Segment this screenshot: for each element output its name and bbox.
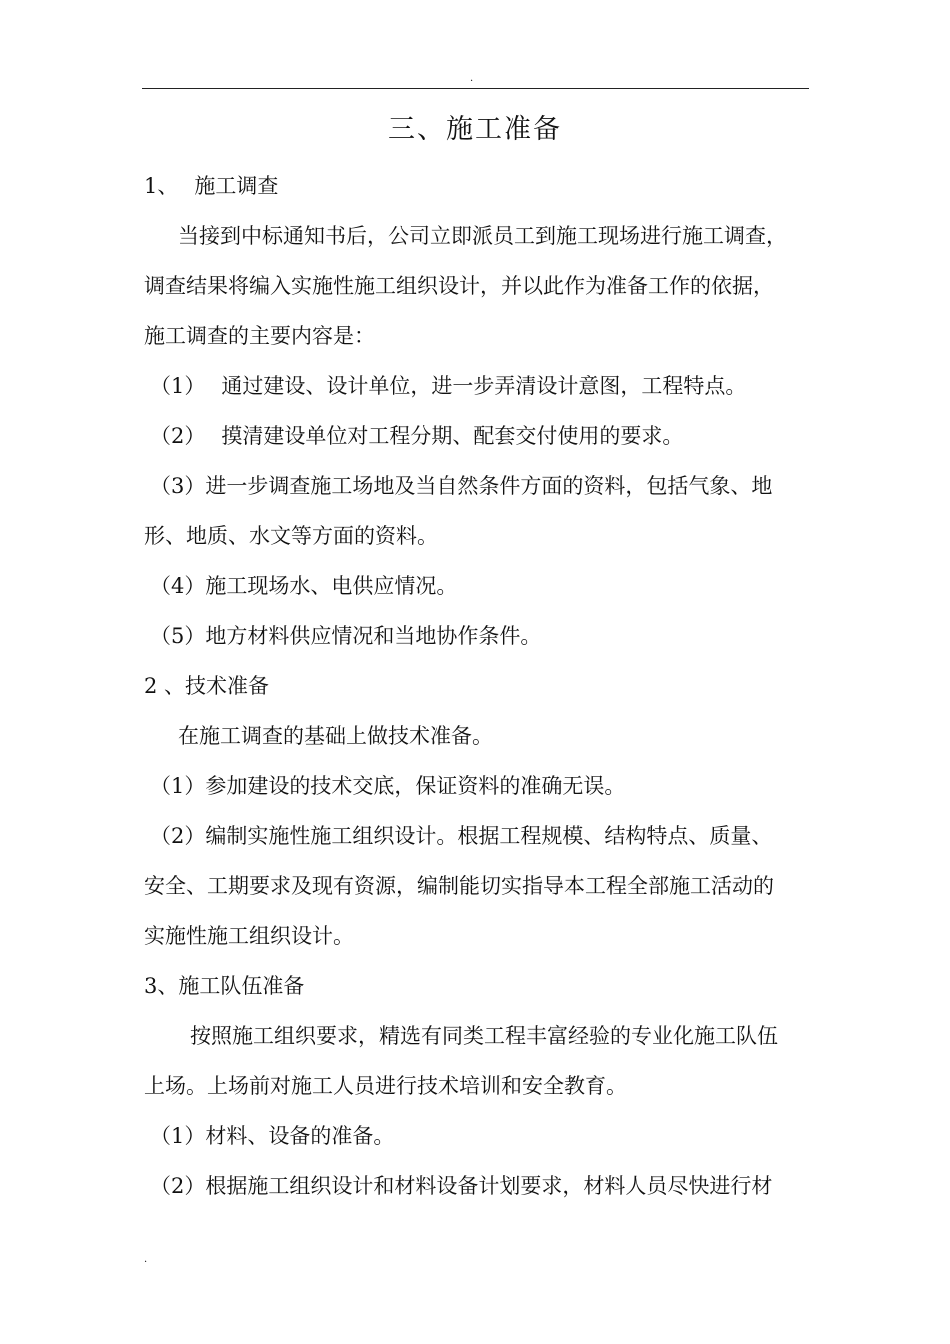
list-item: （5）地方材料供应情况和当地协作条件。 xyxy=(150,624,542,648)
header-mark: . xyxy=(470,73,474,84)
list-item-continuation: 形、地质、水文等方面的资料。 xyxy=(144,524,438,548)
list-item: （2）编制实施性施工组织设计。根据工程规模、结构特点、质量、 xyxy=(150,824,773,848)
list-item: （2） 摸清建设单位对工程分期、配套交付使用的要求。 xyxy=(150,424,684,448)
list-item: （4）施工现场水、电供应情况。 xyxy=(150,574,458,598)
list-item: （1） 通过建设、设计单位，进一步弄清设计意图，工程特点。 xyxy=(150,374,747,398)
list-item: （3）进一步调查施工场地及当自然条件方面的资料，包括气象、地 xyxy=(150,474,773,498)
document-body xyxy=(144,161,810,1211)
paragraph-line: 调查结果将编入实施性施工组织设计，并以此作为准备工作的依据， xyxy=(144,274,774,298)
list-item: （1）参加建设的技术交底，保证资料的准确无误。 xyxy=(150,774,626,798)
list-item: （2）根据施工组织设计和材料设备计划要求，材料人员尽快进行材 xyxy=(150,1174,773,1198)
paragraph-line: 施工调查的主要内容是： xyxy=(144,324,375,348)
list-item-continuation: 安全、工期要求及现有资源，编制能切实指导本工程全部施工活动的 xyxy=(144,874,774,898)
header-rule xyxy=(142,88,809,89)
paragraph-line: 在施工调查的基础上做技术准备。 xyxy=(178,724,493,748)
page-title: 三、施工准备 xyxy=(388,114,562,145)
paragraph-line: 上场。上场前对施工人员进行技术培训和安全教育。 xyxy=(144,1074,627,1098)
list-item: （1）材料、设备的准备。 xyxy=(150,1124,395,1148)
paragraph-line: 当接到中标通知书后，公司立即派员工到施工现场进行施工调查， xyxy=(178,224,787,248)
section-heading-2: 2 、技术准备 xyxy=(144,674,270,698)
section-heading-3: 3、施工队伍准备 xyxy=(144,974,305,998)
paragraph-line: 按照施工组织要求，精选有同类工程丰富经验的专业化施工队伍 xyxy=(190,1024,778,1048)
footer-mark: . xyxy=(144,1254,148,1265)
section-heading-1: 1、 施工调查 xyxy=(144,174,279,198)
list-item-continuation: 实施性施工组织设计。 xyxy=(144,924,354,948)
